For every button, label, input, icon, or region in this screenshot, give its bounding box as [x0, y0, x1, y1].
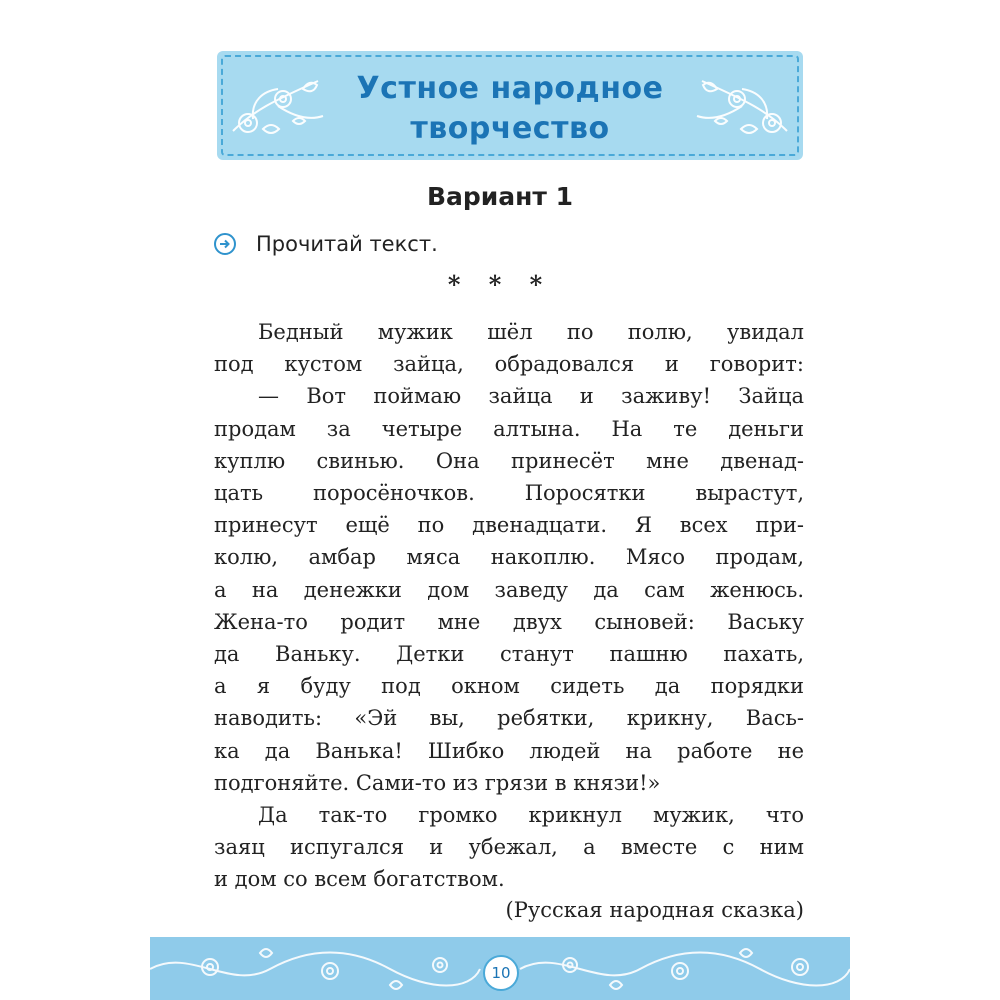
story-line: подгоняйте. Сами-то из грязи в князи!» [214, 770, 661, 795]
story-line: куплю свинью. Она принесёт мне двенад- [214, 448, 804, 473]
story-line: под кустом зайца, обрадовался и говорит: [214, 352, 804, 377]
story-line: да Ваньку. Детки станут пашню пахать, [214, 642, 804, 667]
section-title [217, 69, 803, 149]
story-line: колю, амбар мяса накоплю. Мясо продам, [214, 545, 804, 570]
task-text: Прочитай текст. [256, 232, 438, 256]
separator-stars: * * * [447, 270, 553, 299]
story-line: Да так-то громко крикнул мужик, что [258, 803, 804, 828]
story-line: — Вот поймаю зайца и заживу! Зайца [258, 384, 804, 409]
story-line: и дом со всем богатством. [214, 867, 505, 892]
story-line: заяц испугался и убежал, а вместе с ним [214, 835, 804, 860]
section-title-line: творчество [410, 111, 610, 146]
page-number: 10 [483, 955, 519, 991]
task-instruction [214, 232, 438, 256]
story-line: Бедный мужик шёл по полю, увидал [258, 320, 804, 344]
story-source: (Русская народная сказка) [505, 898, 804, 922]
variant-heading: Вариант 1 [426, 182, 574, 211]
story-text [214, 316, 804, 896]
arrow-right-circle-icon [214, 233, 236, 255]
story-line: Жена-то родит мне двух сыновей: Ваську [214, 609, 804, 634]
story-line: продам за четыре алтына. На те деньги [214, 416, 804, 441]
section-banner [217, 51, 803, 160]
story-line: а я буду под окном сидеть да порядки [214, 674, 804, 699]
story-line: наводить: «Эй вы, ребятки, крикну, Вась- [214, 706, 804, 731]
story-line: а на денежки дом заведу да сам женюсь. [214, 577, 804, 602]
story-line: ка да Ванька! Шибко людей на работе не [214, 738, 804, 763]
story-line: принесут ещё по двенадцати. Я всех при- [214, 513, 804, 538]
story-line: цать поросёночков. Поросятки вырастут, [214, 481, 804, 506]
section-title-line: Устное народное [356, 71, 664, 106]
